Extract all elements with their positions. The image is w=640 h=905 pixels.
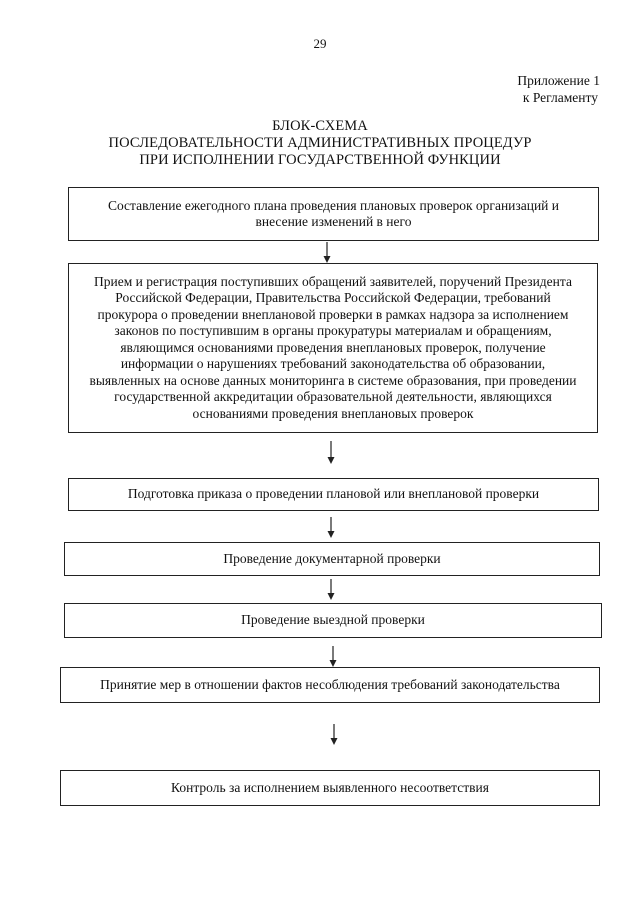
diagram-title <box>0 118 640 169</box>
step-6-box <box>60 667 600 703</box>
appendix-line-2: к Регламенту <box>522 90 598 105</box>
title-line-1: БЛОК-СХЕМА <box>272 118 368 134</box>
title-line-3: ПРИ ИСПОЛНЕНИИ ГОСУДАРСТВЕННОЙ ФУНКЦИИ <box>139 152 501 168</box>
step-1-box <box>68 187 599 241</box>
step-6-text: Принятие мер в отношении фактов несоблюдения требований законодательства <box>100 676 560 692</box>
step-3-text: Подготовка приказа о проведении плановой или внеплановой проверки <box>127 486 540 502</box>
step-4-text: Проведение документарной проверки <box>223 550 441 566</box>
arrow-down-icon <box>322 242 332 264</box>
appendix-reference <box>517 72 600 106</box>
page-number: 29 <box>313 36 327 51</box>
step-5-text: Проведение выездной проверки <box>241 612 425 628</box>
step-7-box <box>60 770 600 806</box>
arrow-down-icon <box>329 724 339 746</box>
step-7-text: Контроль за исполнением выявленного несоответствия <box>171 779 489 795</box>
arrow-down-icon <box>326 441 336 465</box>
arrow-down-icon <box>326 517 336 539</box>
step-2-box <box>68 263 598 433</box>
step-2-text: Прием и регистрация поступивших обращений заявителей, поручений Президента Российской Федерации, Правительства Российской Федерации, требований прокурора о проведении внеплановой проверки в рамках надзора за исполнением законов по поступившим в органы прокуратуры материалам и обращениям, являющимся основаниями проведения внеплановых проверок, получение информации о нарушениях требований законодательства об образовании, выявленных на основе данных мониторинга в системе образования, при проведении государственной аккредитации образовательной деятельности, являющихся основаниями проведения внеплановых проверок <box>89 273 577 421</box>
arrow-down-icon <box>328 646 338 668</box>
step-4-box <box>64 542 600 576</box>
step-1-text: Составление ежегодного плана проведения плановых проверок организаций и внесение изменений в него <box>107 197 560 229</box>
arrow-down-icon <box>326 579 336 601</box>
appendix-line-1: Приложение 1 <box>517 73 600 88</box>
title-line-2: ПОСЛЕДОВАТЕЛЬНОСТИ АДМИНИСТРАТИВНЫХ ПРОЦЕДУР <box>108 135 532 151</box>
step-3-box <box>68 478 599 511</box>
step-5-box <box>64 603 602 638</box>
